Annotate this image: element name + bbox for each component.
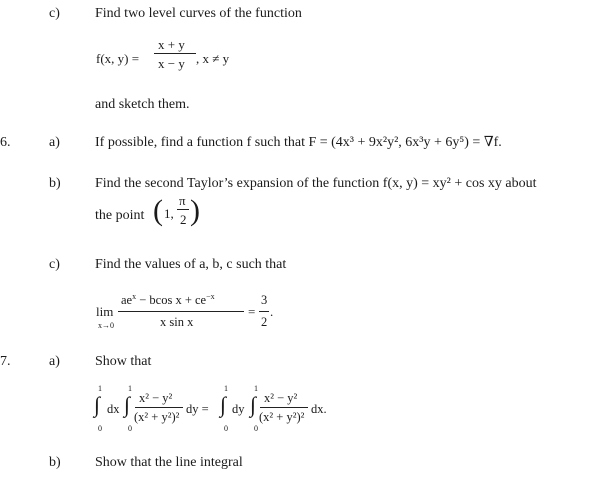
end-dx: dx. (311, 402, 327, 416)
int2-frac-num: x² − y² (139, 391, 173, 405)
question-6-number: 6. (0, 135, 11, 150)
left-paren: ( (153, 194, 163, 227)
function-fraction-bar (154, 53, 196, 54)
lim-num-ae: ae (121, 293, 133, 307)
lim-num-mid: − bcos x + ce (136, 293, 207, 307)
point-label: the point (95, 208, 145, 223)
int1-dx: dx (107, 402, 120, 416)
int2-sign: ∫ (124, 392, 131, 417)
q6-part-a-text: If possible, find a function f such that F = (4x³ + 9x²y², 6x³y + 6y⁵) = ∇f. (95, 135, 502, 150)
int3-lower: 0 (224, 424, 228, 433)
int3-upper: 1 (224, 384, 228, 393)
lim-rhs-denominator: 2 (261, 315, 268, 329)
lim-equals: = (248, 304, 256, 319)
int3-sign: ∫ (220, 392, 227, 417)
int2-frac-bar (135, 407, 183, 408)
q7-part-b-label: b) (49, 455, 61, 470)
lim-word: lim (96, 304, 114, 319)
part-c-text: Find two level curves of the function (95, 6, 302, 21)
int2-lower: 0 (128, 424, 132, 433)
int4-frac-den: (x² + y²)² (259, 410, 305, 424)
q6-part-c-text: Find the values of a, b, c such that (95, 257, 287, 272)
lim-period: . (270, 304, 274, 319)
function-numerator: x + y (158, 37, 185, 52)
q6-part-b-text: Find the second Taylor’s expansion of the function f(x, y) = xy² + cos xy about (95, 176, 537, 191)
q7-part-a-text: Show that (95, 354, 152, 369)
function-denominator: x − y (158, 56, 185, 71)
int2-frac-den: (x² + y²)² (134, 410, 180, 424)
lim-rhs-bar (259, 311, 269, 312)
lim-num-exp2: −x (206, 291, 215, 301)
q6-part-a-label: a) (49, 135, 60, 150)
q7-part-b-text: Show that the line integral (95, 455, 243, 470)
lim-numerator (121, 291, 215, 307)
lim-rhs-numerator: 3 (261, 293, 268, 307)
int4-upper: 1 (254, 384, 258, 393)
lim-subscript: x→0 (98, 321, 114, 330)
int4-frac-num: x² − y² (264, 391, 298, 405)
mid-equals: dy = (186, 402, 209, 416)
int4-sign: ∫ (250, 392, 257, 417)
int4-frac-bar (260, 407, 308, 408)
function-condition: , x ≠ y (196, 51, 230, 66)
lim-fraction-bar (118, 311, 244, 312)
q7-part-a-label: a) (49, 354, 60, 369)
right-paren: ) (190, 194, 200, 227)
q6-part-b-label: b) (49, 176, 61, 191)
int1-sign: ∫ (94, 392, 101, 417)
int2-upper: 1 (128, 384, 132, 393)
point-two: 2 (180, 212, 187, 227)
point-one: 1, (164, 206, 174, 221)
int1-upper: 1 (98, 384, 102, 393)
function-lhs: f(x, y) = (96, 51, 140, 66)
sketch-text: and sketch them. (95, 97, 190, 112)
int1-lower: 0 (98, 424, 102, 433)
int4-lower: 0 (254, 424, 258, 433)
part-c-label: c) (49, 6, 60, 21)
question-7-number: 7. (0, 354, 11, 369)
point-fraction-bar (177, 209, 189, 210)
q6-part-c-label: c) (49, 257, 60, 272)
int3-dy: dy (232, 402, 245, 416)
lim-denominator: x sin x (160, 315, 194, 329)
lim-num-exp1: x (132, 291, 137, 301)
point-pi: π (179, 193, 186, 208)
